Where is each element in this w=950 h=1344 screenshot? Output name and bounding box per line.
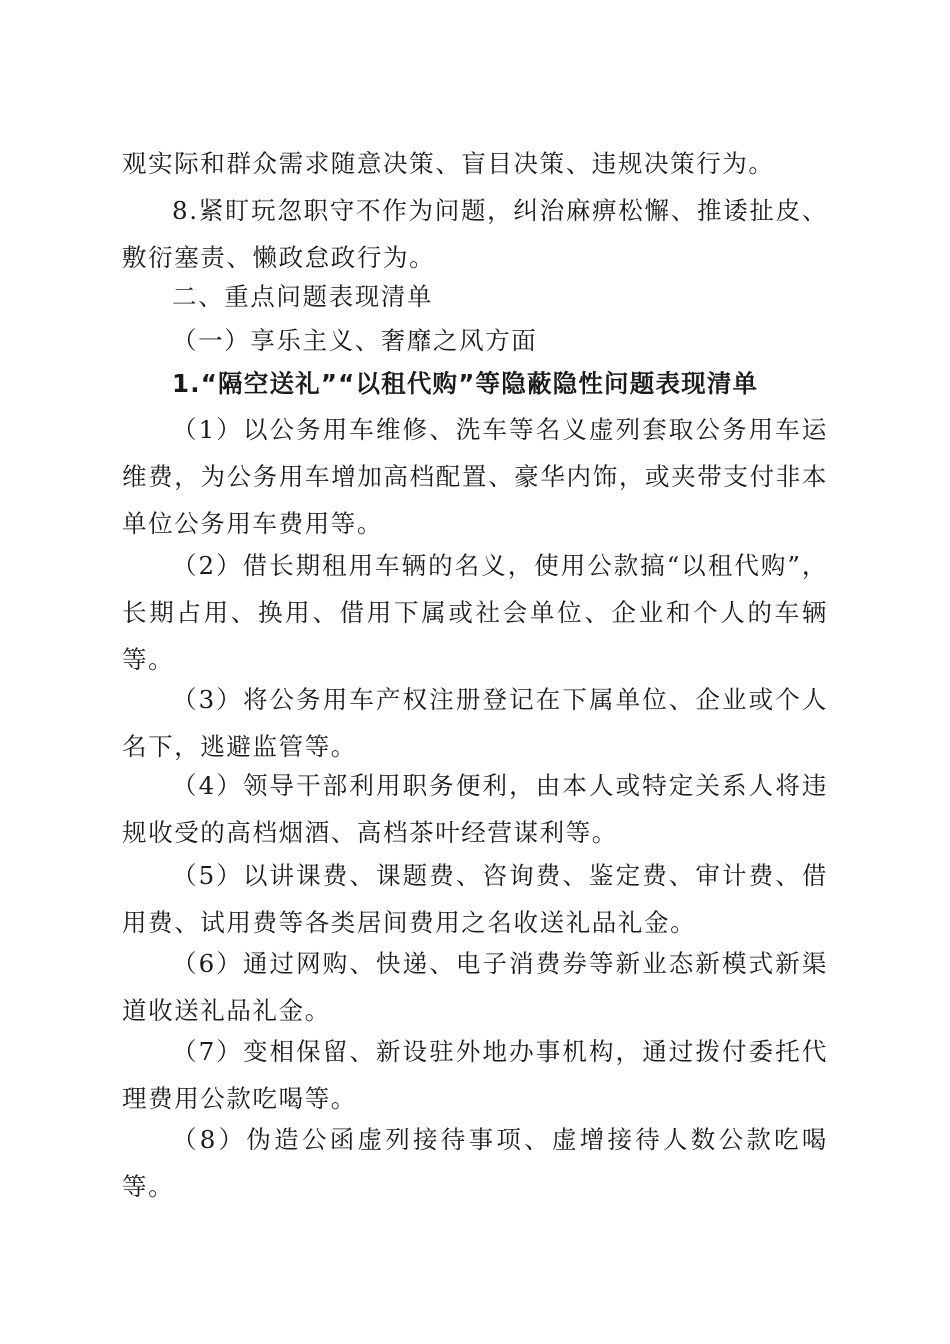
list-title-1: 1.“隔空送礼”“以租代购”等隐蔽隐性问题表现清单 [172,369,759,398]
paragraph-item-8: 8.紧盯玩忽职守不作为问题，纠治麻痹松懈、推诿扯皮、敷衍塞责、懒政怠政行为。 [122,196,828,272]
list-item-6: （6）通过网购、快递、电子消费券等新业态新模式新渠道收送礼品礼金。 [122,949,828,1025]
list-item-3: （3）将公务用车产权注册登记在下属单位、企业或个人名下，逃避监管等。 [122,685,828,761]
subsection-heading-1: （一）享乐主义、奢靡之风方面 [172,326,538,355]
list-item-8: （8）伪造公函虚列接待事项、虚增接待人数公款吃喝等。 [122,1125,828,1201]
list-item-7: （7）变相保留、新设驻外地办事机构，通过拨付委托代理费用公款吃喝等。 [122,1037,828,1113]
list-item-5: （5）以讲课费、课题费、咨询费、鉴定费、审计费、借用费、试用费等各类居间费用之名收送礼品礼金。 [122,861,828,937]
list-item-4: （4）领导干部利用职务便利，由本人或特定关系人将违规收受的高档烟酒、高档茶叶经营谋利等。 [122,771,828,847]
list-item-1: （1）以公务用车维修、洗车等名义虚列套取公务用车运维费，为公务用车增加高档配置、豪华内饰，或夹带支付非本单位公务用车费用等。 [122,415,828,538]
paragraph-continuation: 观实际和群众需求随意决策、盲目决策、违规决策行为。 [122,149,775,178]
section-heading-2: 二、重点问题表现清单 [172,282,433,311]
list-item-2: （2）借长期租用车辆的名义，使用公款搞“以租代购”，长期占用、换用、借用下属或社会单位、企业和个人的车辆等。 [122,551,828,674]
